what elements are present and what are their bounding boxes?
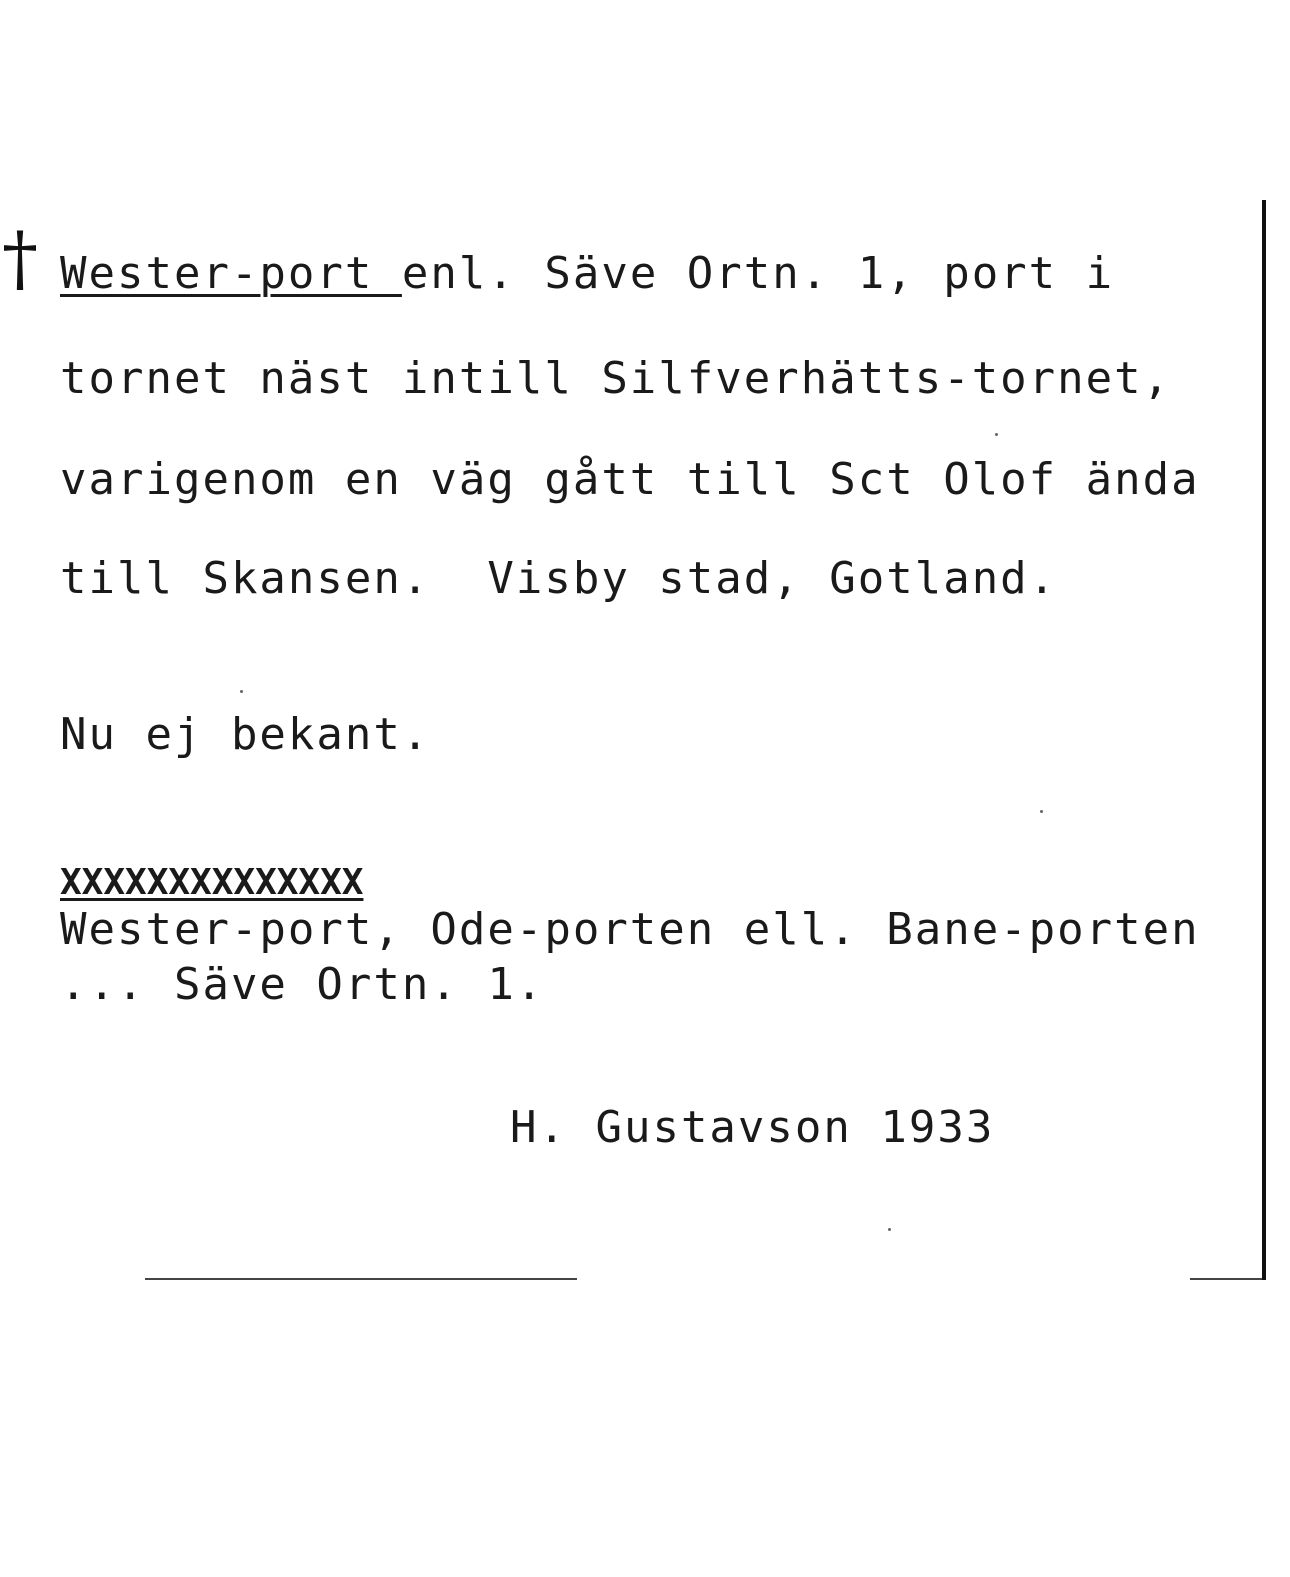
card-bottom-edge xyxy=(145,1278,577,1280)
card-right-edge xyxy=(1262,200,1266,1280)
dagger-mark: † xyxy=(2,216,38,300)
card-line-3: varigenom en väg gått till Sct Olof ända xyxy=(60,454,1200,505)
card-line-1 xyxy=(60,248,1115,299)
card-line-7: Wester-port, Ode-porten ell. Bane-porten xyxy=(60,904,1200,955)
struck-out-text: XXXXXXXXXXXXXX xyxy=(60,862,364,903)
ink-speck xyxy=(888,1228,891,1231)
headword: Wester-port xyxy=(60,248,402,299)
card-line-4: till Skansen. Visby stad, Gotland. xyxy=(60,553,1058,604)
card-line-5: Nu ej bekant. xyxy=(60,709,431,760)
signature: H. Gustavson 1933 xyxy=(510,1102,995,1153)
card-line-8: ... Säve Ortn. 1. xyxy=(60,959,545,1010)
ink-speck xyxy=(240,690,243,693)
struck-out-line xyxy=(60,858,363,902)
card-bottom-edge-right xyxy=(1190,1278,1262,1280)
ink-speck xyxy=(995,433,998,436)
ink-speck xyxy=(1040,810,1043,813)
card-line-2: tornet näst intill Silfverhätts-tornet, xyxy=(60,353,1172,404)
line-1-text: enl. Säve Ortn. 1, port i xyxy=(401,248,1115,299)
